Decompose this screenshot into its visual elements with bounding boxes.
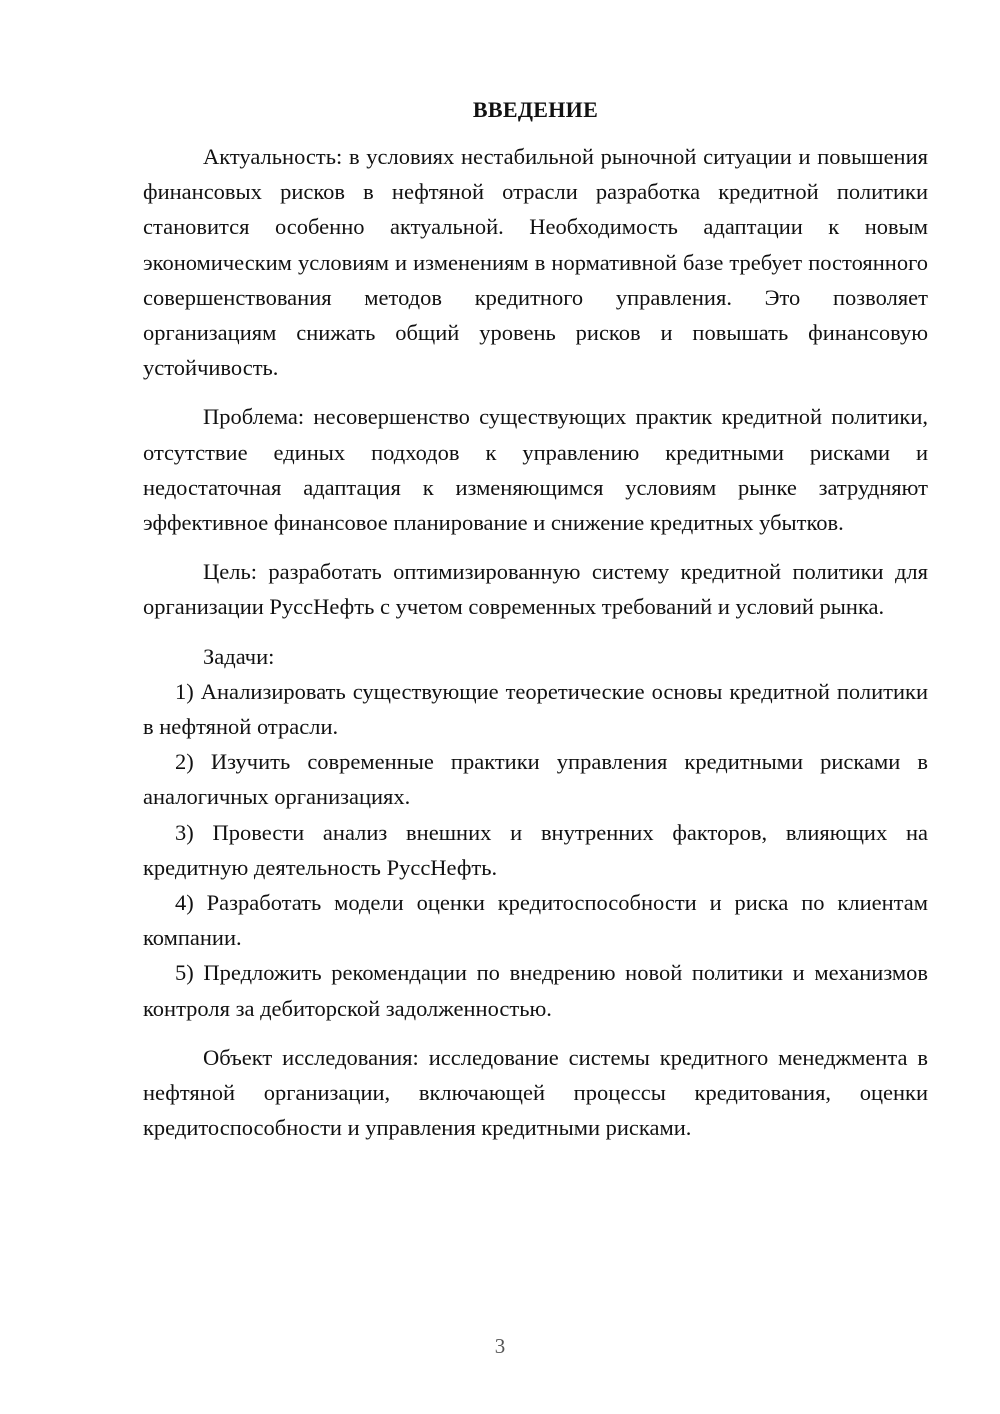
task-item-1: 1) Анализировать существующие теоретические основы кредитной политики в нефтяной отрасли. [143,678,928,740]
task-item-2: 2) Изучить современные практики управления кредитными рисками в аналогичных организациях. [143,749,928,810]
tasks-list [143,674,928,1026]
paragraph-problem: Проблема: несовершенство существующих практик кредитной политики, отсутствие единых подходов к управлению кредитными рисками и недостаточная адаптация к изменяющимся условиям рынке затрудняют эффективное финансовое планирование и снижение кредитных убытков. [143,404,928,536]
page-number: 3 [494,1334,506,1358]
section-title: ВВЕДЕНИЕ [472,97,599,122]
paragraph-relevance: Актуальность: в условиях нестабильной рыночной ситуации и повышения финансовых рисков в нефтяной отрасли разработка кредитной политики становится особенно актуальной. Необходимость адаптации к новым экономическим условиям и изменениям в нормативной базе требует постоянного совершенствования методов кредитного управления. Это позволяет организациям снижать общий уровень рисков и повышать финансовую устойчивость. [143,144,928,381]
task-item-5: 5) Предложить рекомендации по внедрению новой политики и механизмов контроля за дебиторской задолженностью. [143,960,928,1021]
tasks-heading: Задачи: [203,643,275,669]
document-page [143,92,928,1145]
task-item-3: 3) Провести анализ внешних и внутренних факторов, влияющих на кредитную деятельность РуссНефть. [143,819,928,880]
paragraph-goal: Цель: разработать оптимизированную систему кредитной политики для организации РуссНефть с учетом современных требований и условий рынка. [143,559,928,620]
paragraph-object: Объект исследования: исследование системы кредитного менеджмента в нефтяной организации, включающей процессы кредитования, оценки кредитоспособности и управления кредитными рисками. [143,1044,928,1141]
task-item-4: 4) Разработать модели оценки кредитоспособности и риска по клиентам компании. [143,890,928,951]
